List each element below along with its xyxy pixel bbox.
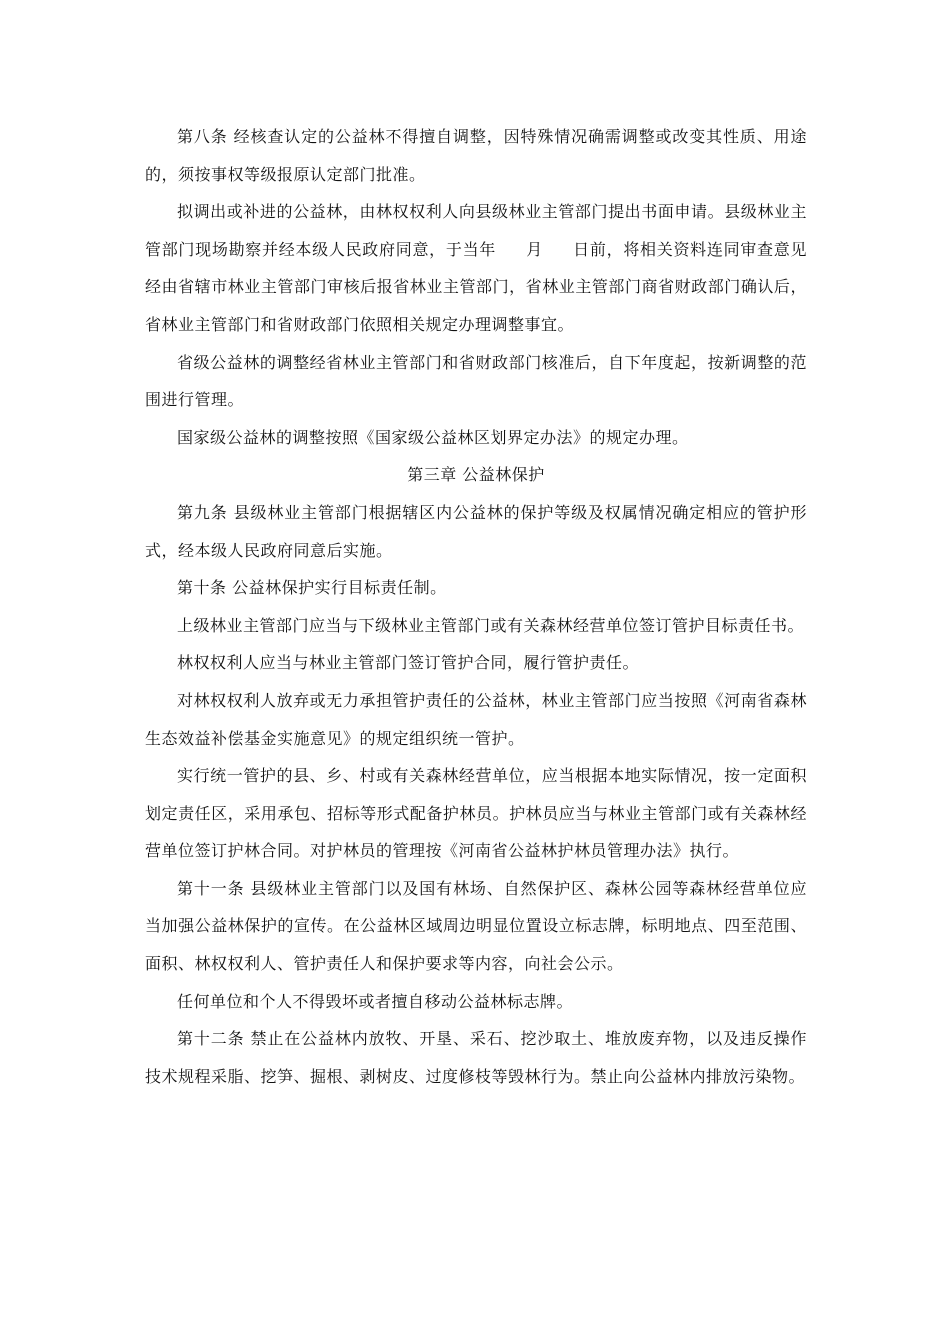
article-8-paragraph-2-part-b: 日前，将相关资料连同审查意见经由省辖市林业主管部门审核后报省林业主管部门，省林业主管部门商省财政部门确认后，省林业主管部门和省财政部门依照相关规定办理调整事宜。 bbox=[145, 239, 807, 334]
article-8-paragraph-4: 国家级公益林的调整按照《国家级公益林区划界定办法》的规定办理。 bbox=[177, 427, 689, 447]
article-10-paragraph-5: 实行统一管护的县、乡、村或有关森林经营单位，应当根据本地实际情况，按一定面积划定责任区，采用承包、招标等形式配备护林员。护林员应当与林业主管部门或有关森林经营单位签订护林合同。对护林员的管理按《河南省公益林护林员管理办法》执行。 bbox=[145, 766, 807, 861]
article-8-paragraph-2 bbox=[145, 193, 807, 343]
article-8-paragraph-3: 省级公益林的调整经省林业主管部门和省财政部门核准后，自下年度起，按新调整的范围进行管理。 bbox=[145, 352, 807, 410]
chapter-3-title: 第三章 公益林保护 bbox=[407, 465, 545, 485]
article-11-paragraph-2: 任何单位和个人不得毁坏或者擅自移动公益林标志牌。 bbox=[177, 991, 574, 1011]
article-10-paragraph-4: 对林权权利人放弃或无力承担管护责任的公益林，林业主管部门应当按照《河南省森林生态效益补偿基金实施意见》的规定组织统一管护。 bbox=[145, 690, 807, 748]
article-12-paragraph-1: 第十二条 禁止在公益林内放牧、开垦、采石、挖沙取土、堆放废弃物，以及违反操作技术规程采脂、挖笋、掘根、剥树皮、过度修枝等毁林行为。禁止向公益林内排放污染物。 bbox=[145, 1029, 807, 1086]
article-10-paragraph-3: 林权权利人应当与林业主管部门签订管护合同，履行管护责任。 bbox=[177, 653, 640, 673]
article-10-paragraph-1: 第十条 公益林保护实行目标责任制。 bbox=[177, 578, 447, 598]
document-page bbox=[145, 118, 807, 1095]
article-11-paragraph-1: 第十一条 县级林业主管部门以及国有林场、自然保护区、森林公园等森林经营单位应当加强公益林保护的宣传。在公益林区域周边明显位置设立标志牌，标明地点、四至范围、面积、林权权利人、管护责任人和保护要求等内容，向社会公示。 bbox=[145, 878, 807, 974]
month-blank-label: 月 bbox=[526, 239, 543, 259]
article-8-paragraph-2-part-a: 拟调出或补进的公益林，由林权权利人向县级林业主管部门提出书面申请。县级林业主管部门现场勘察并经本级人民政府同意，于当年 bbox=[145, 202, 807, 259]
article-9: 第九条 县级林业主管部门根据辖区内公益林的保护等级及权属情况确定相应的管护形式，经本级人民政府同意后实施。 bbox=[145, 502, 807, 560]
article-8-paragraph-1: 第八条 经核查认定的公益林不得擅自调整，因特殊情况确需调整或改变其性质、用途的，须按事权等级报原认定部门批准。 bbox=[145, 127, 807, 184]
article-10-paragraph-2: 上级林业主管部门应当与下级林业主管部门或有关森林经营单位签订管护目标责任书。 bbox=[177, 615, 805, 635]
